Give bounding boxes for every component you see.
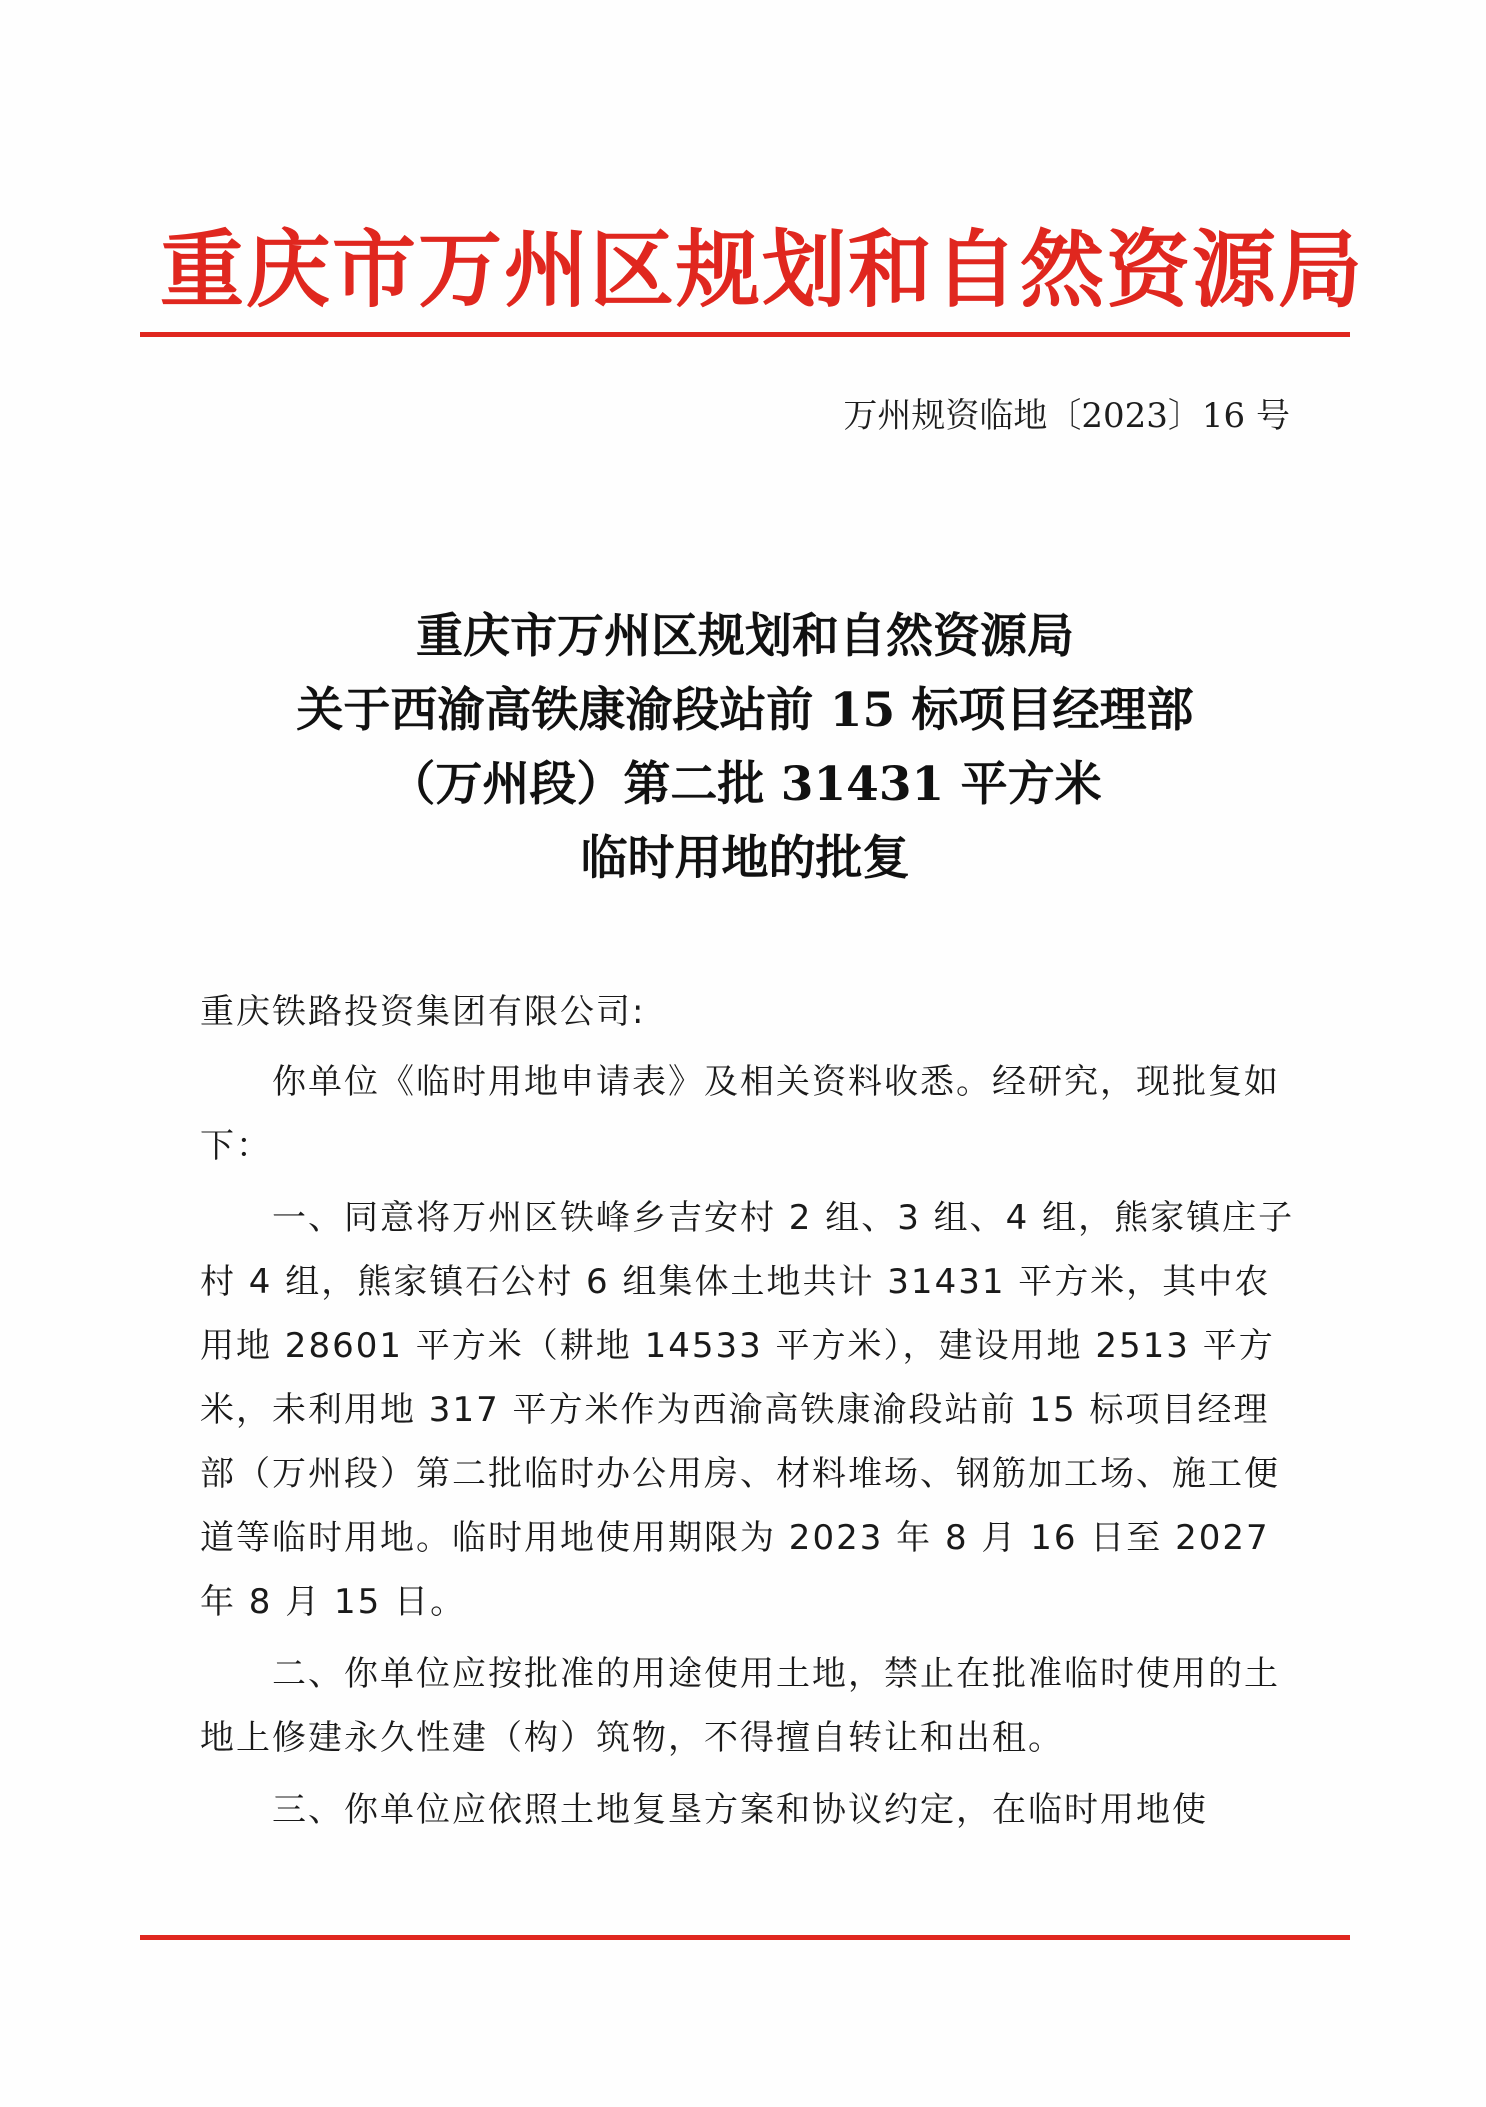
footer-red-rule	[140, 1935, 1350, 1940]
paragraph-2: 二、你单位应按批准的用途使用土地，禁止在批准临时使用的土地上修建永久性建（构）筑物，不得擅自转让和出租。	[200, 1654, 1280, 1758]
intro-paragraph: 你单位《临时用地申请表》及相关资料收悉。经研究，现批复如下：	[200, 1062, 1280, 1166]
paragraph-3: 三、你单位应依照土地复垦方案和协议约定，在临时用地使	[272, 1790, 1208, 1830]
title-line-3: （万州段）第二批 31431 平方米	[388, 757, 1102, 812]
document-number: 万州规资临地〔2023〕16 号	[843, 396, 1290, 436]
title-line-1: 重庆市万州区规划和自然资源局	[416, 609, 1074, 664]
addressee: 重庆铁路投资集团有限公司:	[200, 992, 646, 1032]
document-title	[140, 600, 1350, 896]
title-line-4: 临时用地的批复	[580, 831, 910, 886]
title-line-2: 关于西渝高铁康渝段站前 15 标项目经理部	[296, 683, 1194, 738]
header-red-rule	[140, 332, 1350, 337]
paragraph-1: 一、同意将万州区铁峰乡吉安村 2 组、3 组、4 组，熊家镇庄子村 4 组，熊家镇石公村 6 组集体土地共计 31431 平方米，其中农用地 28601 平方米（耕地 14533 平方米），建设用地 2513 平方米，未利用地 317 平方米作为西渝高铁康渝段站前 15 标项目经理部（万州段）第二批临时办公用房、材料堆场、钢筋加工场、施工便道等临时用地。临时用地使用期限为 2023 年 8 月 16 日至 2027 年 8 月 15 日。	[200, 1198, 1295, 1622]
document-body	[200, 980, 1296, 1842]
agency-header: 重庆市万州区规划和自然资源局	[160, 220, 1365, 319]
